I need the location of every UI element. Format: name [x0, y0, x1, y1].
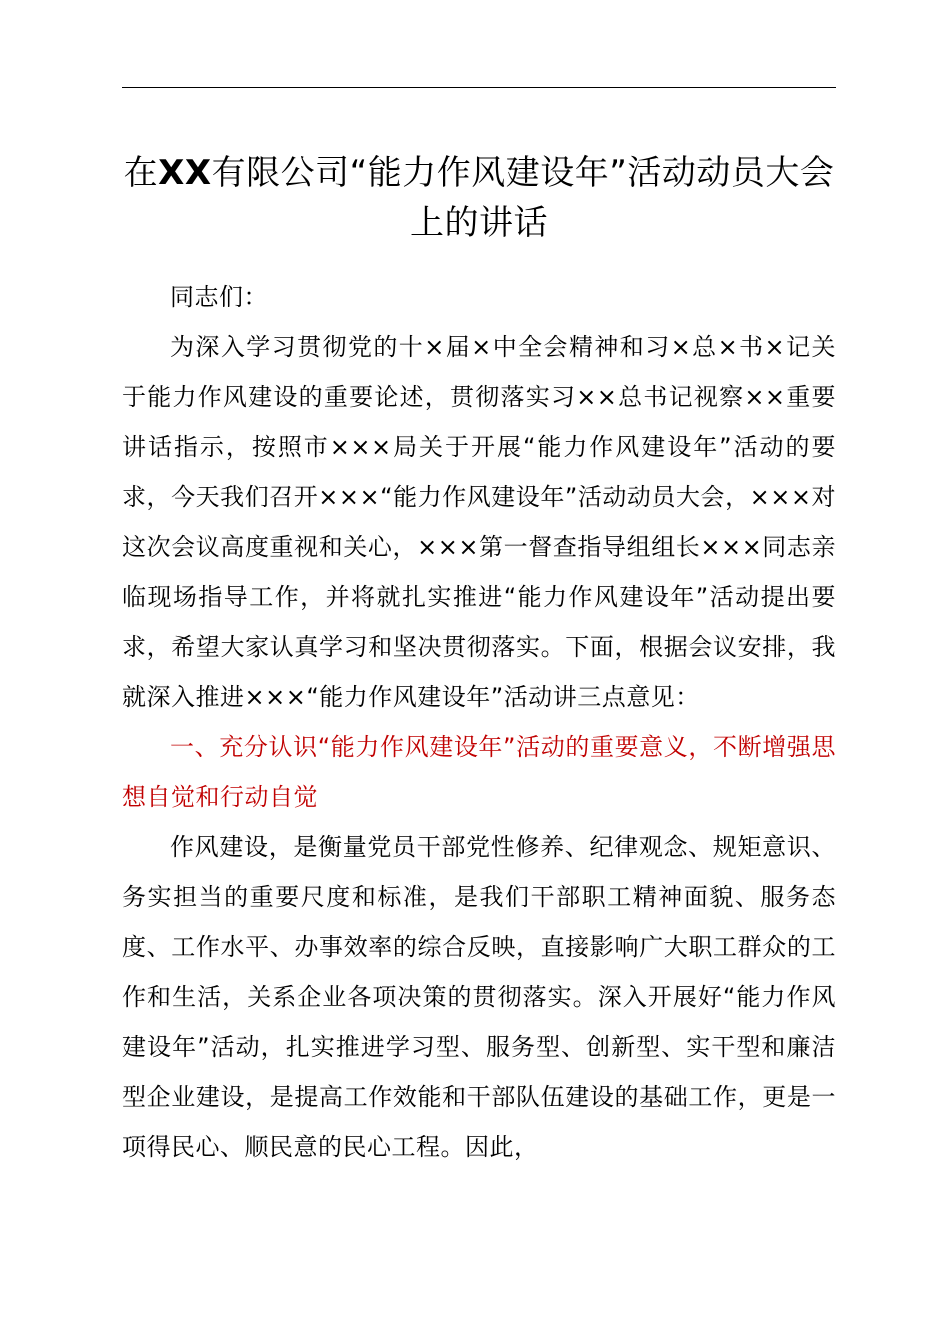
- salutation: 同志们：: [170, 283, 268, 311]
- title-prefix: 在: [123, 153, 159, 193]
- title-rest: 有限公司“能力作风建设年”活动动员大会上的讲话: [211, 153, 835, 243]
- title-company: XX: [158, 153, 212, 193]
- header-rule: [122, 87, 836, 88]
- paragraph-intro: 为深入学习贯彻党的十×届×中全会精神和习×总×书×记关于能力作风建设的重要论述，贯彻落实习××总书记视察××重要讲话指示，按照市×××局关于开展“能力作风建设年”活动的要求，今天我们召开×××“能力作风建设年”活动动员大会，×××对这次会议高度重视和关心，×××第一督查指导组组长×××同志亲临现场指导工作，并将就扎实推进“能力作风建设年”活动提出要求，希望大家认真学习和坚决贯彻落实。下面，根据会议安排，我就深入推进×××“能力作风建设年”活动讲三点意见：: [122, 333, 836, 711]
- section-heading-1: 一、充分认识“能力作风建设年”活动的重要意义，不断增强思想自觉和行动自觉: [122, 733, 836, 811]
- document-title: [118, 148, 840, 248]
- document-body: [122, 272, 836, 1172]
- paragraph-section-1: 作风建设，是衡量党员干部党性修养、纪律观念、规矩意识、务实担当的重要尺度和标准，是我们干部职工精神面貌、服务态度、工作水平、办事效率的综合反映，直接影响广大职工群众的工作和生活，关系企业各项决策的贯彻落实。深入开展好“能力作风建设年”活动，扎实推进学习型、服务型、创新型、实干型和廉洁型企业建设，是提高工作效能和干部队伍建设的基础工作，更是一项得民心、顺民意的民心工程。因此，: [122, 833, 836, 1161]
